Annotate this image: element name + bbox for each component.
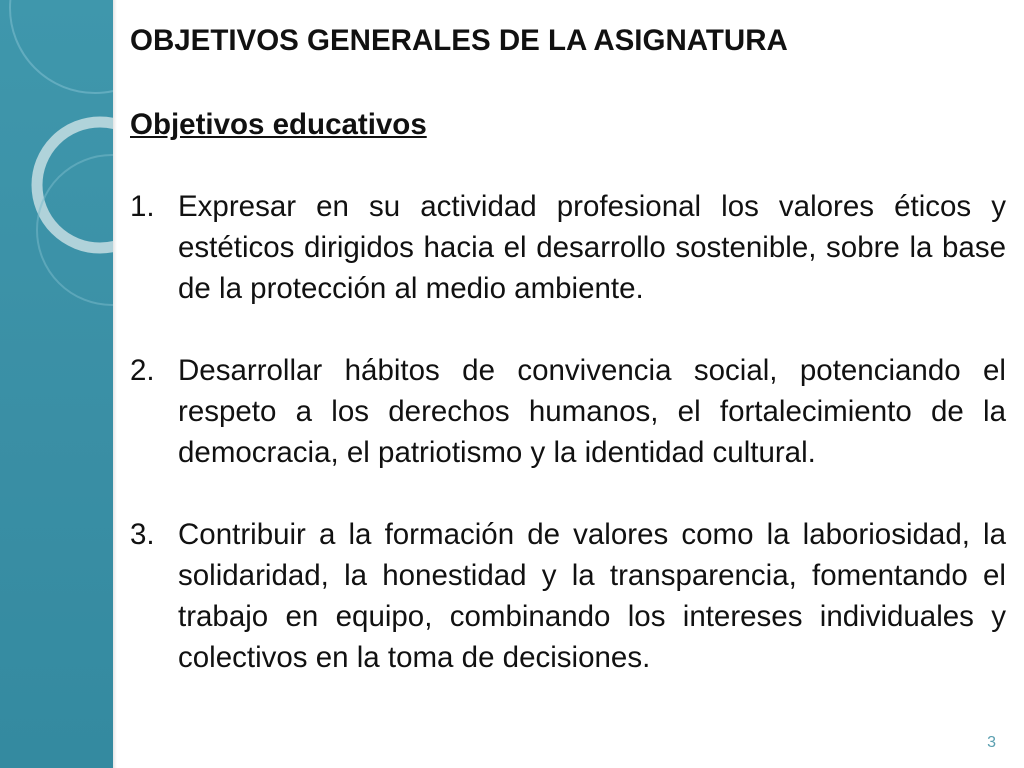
item-number: 2. [130,354,155,387]
objectives-list [130,186,1006,678]
item-text: Desarrollar hábitos de convivencia social, potenciando el respeto a los derechos humanos, el fortalecimiento de la democracia, el patriotismo y la identidad cultural. [178,354,1006,469]
slide-content [130,20,1006,719]
sidebar-circles-graphic [0,0,113,768]
item-number: 3. [130,518,155,551]
list-item [130,350,1006,473]
decorative-sidebar [0,0,113,768]
list-item [130,514,1006,678]
item-text: Contribuir a la formación de valores como la laboriosidad, la solidaridad, la honestidad y la transparencia, fomentando el trabajo en equipo, combinando los intereses individuales y colectivos en la toma de decisiones. [178,518,1006,674]
slide-title: OBJETIVOS GENERALES DE LA ASIGNATURA [130,24,788,57]
page-number: 3 [987,734,996,751]
slide-subtitle: Objetivos educativos [130,108,427,141]
sidebar-shadow [113,0,117,768]
item-number: 1. [130,190,155,223]
item-text: Expresar en su actividad profesional los valores éticos y estéticos dirigidos hacia el desarrollo sostenible, sobre la base de la protección al medio ambiente. [178,190,1006,305]
list-item [130,186,1006,309]
